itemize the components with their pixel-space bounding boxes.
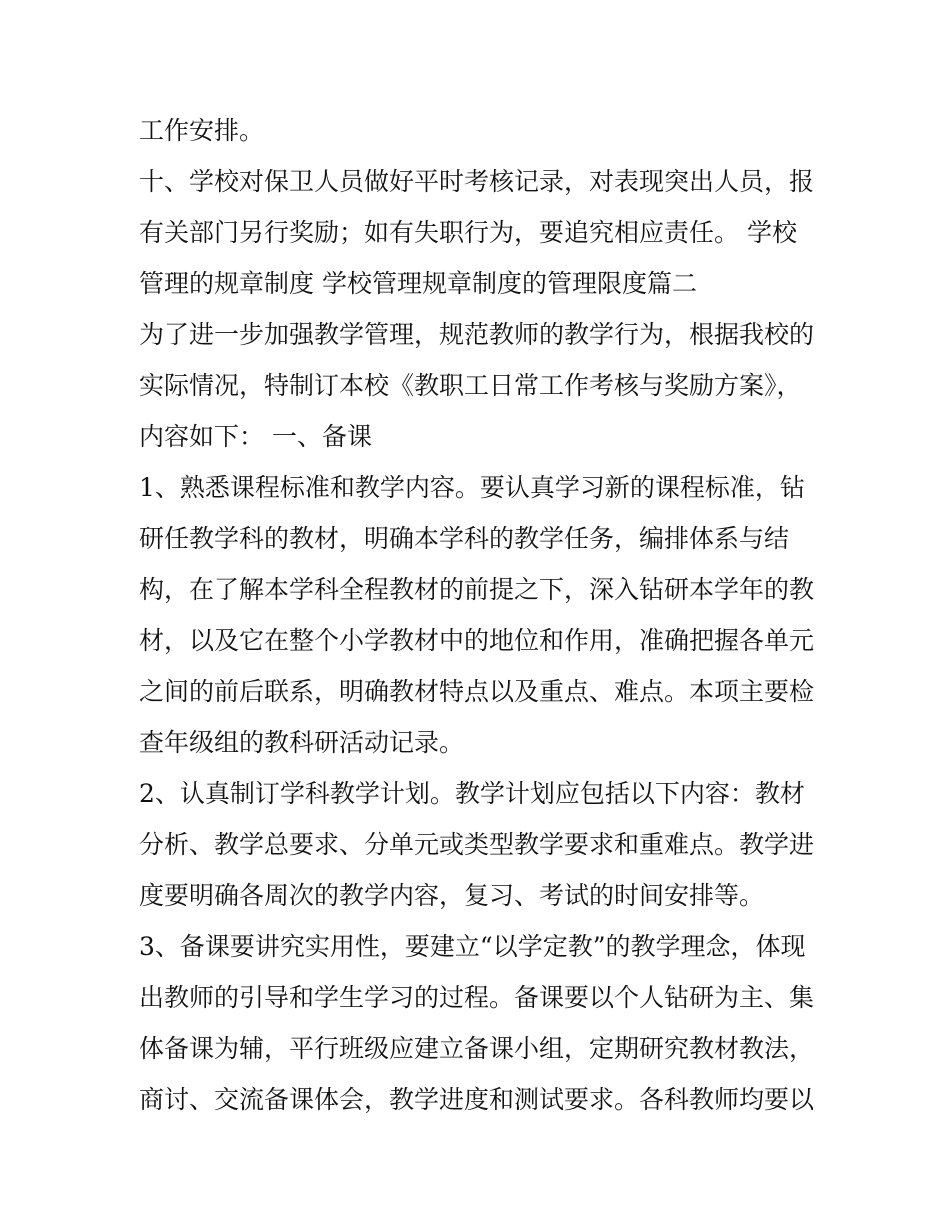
- text-line: 实际情况，特制订本校《教职工日常工作考核与奖励方案》，: [139, 371, 802, 400]
- text-line: 十、学校对保卫人员做好平时考核记录，对表现突出人员，报: [139, 167, 815, 196]
- text-line: 出教师的引导和学生学习的过程。备课要以个人钻研为主、集: [139, 983, 815, 1012]
- text-line: 2、认真制订学科教学计划。教学计划应包括以下内容：教材: [139, 779, 805, 808]
- text-line: 材，以及它在整个小学教材中的地位和作用，准确把握各单元: [139, 626, 815, 655]
- text-line: 商讨、交流备课体会，教学进度和测试要求。各科教师均要以: [139, 1085, 815, 1114]
- text-line: 内容如下： 一、备课: [139, 422, 372, 451]
- text-line: 查年级组的教科研活动记录。: [139, 728, 465, 757]
- text-line: 体备课为辅，平行班级应建立备课小组，定期研究教材教法，: [139, 1034, 815, 1063]
- text-line: 工作安排。: [139, 116, 265, 145]
- body-text: [139, 105, 829, 1125]
- text-line: 构，在了解本学科全程教材的前提之下，深入钻研本学年的教: [139, 575, 815, 604]
- text-line: 有关部门另行奖励；如有失职行为，要追究相应责任。 学校: [139, 218, 797, 247]
- text-line: 之间的前后联系，明确教材特点以及重点、难点。本项主要检: [139, 677, 815, 706]
- text-line: 研任教学科的教材，明确本学科的教学任务，编排体系与结: [139, 524, 790, 553]
- text-line: 分析、教学总要求、分单元或类型教学要求和重难点。教学进: [139, 830, 815, 859]
- text-line: 3、备课要讲究实用性，要建立“以学定教”的教学理念，体现: [139, 932, 806, 961]
- text-line: 度要明确各周次的教学内容，复习、考试的时间安排等。: [139, 881, 765, 910]
- text-line: 管理的规章制度 学校管理规章制度的管理限度篇二: [139, 269, 697, 298]
- text-line: 1、熟悉课程标准和教学内容。要认真学习新的课程标准，钻: [139, 473, 805, 502]
- text-line: 为了进一步加强教学管理，规范教师的教学行为，根据我校的: [139, 320, 815, 349]
